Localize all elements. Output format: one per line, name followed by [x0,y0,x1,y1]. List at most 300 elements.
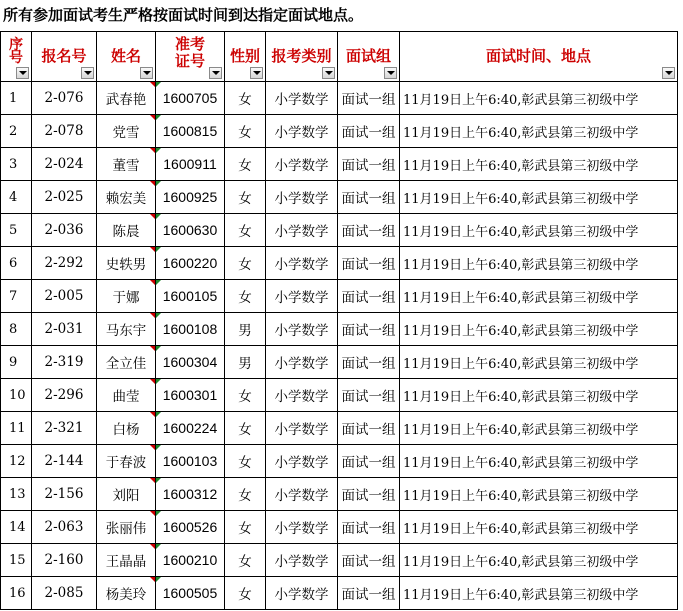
cell-reg[interactable] [32,412,97,445]
header-no [1,32,32,82]
cell-ticket-id[interactable] [156,115,225,148]
cell-reg[interactable] [32,247,97,280]
cell-group-text: 面试一组 [341,257,396,273]
cell-group[interactable] [338,181,400,214]
cell-name[interactable] [97,214,156,247]
comment-indicator-icon [150,346,155,351]
cell-group-text: 面试一组 [341,554,396,570]
cell-name[interactable] [97,247,156,280]
cell-group-text: 面试一组 [341,224,396,240]
cell-name-text: 曲莹 [112,389,140,405]
cell-group[interactable] [338,577,400,610]
comment-indicator-icon [150,115,155,120]
cell-time[interactable] [400,511,678,544]
cell-gender[interactable] [225,115,266,148]
cell-gender-text: 女 [238,191,252,207]
cell-no[interactable] [1,82,32,115]
cell-name-text: 史轶男 [105,257,147,273]
cell-reg-text: 2-144 [44,453,84,469]
cell-time-text: 11月19日上午6:40,彰武县第三初级中学 [403,323,639,339]
cell-ticket-id[interactable] [156,214,225,247]
cell-name-text: 赖宏美 [105,191,147,207]
comment-indicator-icon [150,445,155,450]
table-row [1,577,678,610]
cell-ticket-id-text: 1600304 [162,354,218,370]
cell-category[interactable] [266,82,338,115]
cell-gender[interactable] [225,577,266,610]
cell-reg-text: 2-078 [44,123,84,139]
cell-group-text: 面试一组 [341,92,396,108]
header-ticket-line2: 证号 [174,51,205,70]
text-number-indicator-icon [156,412,161,417]
cell-group[interactable] [338,214,400,247]
cell-name[interactable] [97,346,156,379]
cell-no-text: 10 [9,387,26,403]
cell-reg[interactable] [32,346,97,379]
cell-gender-text: 女 [238,422,252,438]
comment-indicator-icon [150,247,155,252]
cell-ticket-id-text: 1600911 [163,156,217,172]
header-name-label: 姓名 [110,47,141,65]
cell-category[interactable] [266,544,338,577]
cell-ticket-id[interactable] [156,346,225,379]
cell-group-text: 面试一组 [341,422,396,438]
cell-ticket-id-text: 1600210 [162,552,218,568]
cell-name-text: 杨美玲 [105,587,147,603]
cell-reg[interactable] [32,577,97,610]
cell-ticket-id[interactable] [156,544,225,577]
cell-gender[interactable] [225,82,266,115]
cell-category-text: 小学数学 [274,158,329,174]
cell-no[interactable] [1,115,32,148]
header-ticket [156,32,225,82]
cell-no[interactable] [1,511,32,544]
cell-time-text: 11月19日上午6:40,彰武县第三初级中学 [403,191,639,207]
cell-ticket-id[interactable] [156,478,225,511]
cell-time-text: 11月19日上午6:40,彰武县第三初级中学 [403,422,639,438]
cell-time-text: 11月19日上午6:40,彰武县第三初级中学 [403,356,639,372]
cell-time[interactable] [400,478,678,511]
filter-dropdown-icon[interactable] [250,67,263,79]
cell-gender-text: 女 [238,257,252,273]
cell-reg[interactable] [32,82,97,115]
filter-dropdown-icon[interactable] [209,67,222,79]
cell-gender-text: 男 [238,323,252,339]
cell-time-text: 11月19日上午6:40,彰武县第三初级中学 [403,257,639,273]
cell-category-text: 小学数学 [274,455,329,471]
cell-no[interactable] [1,445,32,478]
cell-group-text: 面试一组 [341,323,396,339]
text-number-indicator-icon [156,247,161,252]
cell-time[interactable] [400,379,678,412]
cell-group[interactable] [338,379,400,412]
cell-gender[interactable] [225,148,266,181]
cell-ticket-id-text: 1600705 [162,90,218,106]
comment-indicator-icon [150,82,155,87]
cell-gender-text: 女 [238,389,252,405]
cell-category[interactable] [266,577,338,610]
cell-time-text: 11月19日上午6:40,彰武县第三初级中学 [403,455,639,471]
cell-reg-text: 2-156 [44,486,84,502]
cell-category[interactable] [266,445,338,478]
header-ticket-label [175,36,205,70]
header-group [338,32,400,82]
table-row [1,280,678,313]
cell-category[interactable] [266,280,338,313]
cell-name[interactable] [97,115,156,148]
cell-category[interactable] [266,511,338,544]
table-row [1,82,678,115]
cell-name-text: 刘阳 [112,488,140,504]
cell-group[interactable] [338,511,400,544]
cell-no-text: 9 [9,354,18,370]
table-row [1,115,678,148]
cell-reg[interactable] [32,181,97,214]
cell-reg[interactable] [32,379,97,412]
cell-name[interactable] [97,379,156,412]
cell-time-text: 11月19日上午6:40,彰武县第三初级中学 [403,587,639,603]
cell-category[interactable] [266,379,338,412]
cell-ticket-id[interactable] [156,412,225,445]
cell-ticket-id[interactable] [156,379,225,412]
cell-group[interactable] [338,247,400,280]
cell-category-text: 小学数学 [274,224,329,240]
cell-category-text: 小学数学 [274,488,329,504]
cell-gender-text: 女 [238,92,252,108]
header-no-label: 序号 [9,37,23,66]
cell-no-text: 14 [9,519,26,535]
cell-gender-text: 女 [238,455,252,471]
cell-time[interactable] [400,577,678,610]
cell-time-text: 11月19日上午6:40,彰武县第三初级中学 [403,389,639,405]
cell-no[interactable] [1,379,32,412]
cell-time[interactable] [400,313,678,346]
comment-indicator-icon [150,214,155,219]
cell-name-text: 董雪 [112,158,140,174]
cell-ticket-id[interactable] [156,148,225,181]
table-row [1,346,678,379]
cell-reg[interactable] [32,445,97,478]
cell-name[interactable] [97,181,156,214]
cell-reg[interactable] [32,544,97,577]
text-number-indicator-icon [156,148,161,153]
comment-indicator-icon [150,379,155,384]
cell-name[interactable] [97,412,156,445]
cell-gender[interactable] [225,379,266,412]
cell-gender[interactable] [225,346,266,379]
cell-gender[interactable] [225,280,266,313]
cell-reg-text: 2-321 [44,420,84,436]
cell-no-text: 11 [9,420,26,436]
cell-no[interactable] [1,577,32,610]
cell-group[interactable] [338,280,400,313]
cell-ticket-id[interactable] [156,445,225,478]
cell-no[interactable] [1,181,32,214]
cell-time[interactable] [400,346,678,379]
cell-gender[interactable] [225,412,266,445]
cell-gender[interactable] [225,511,266,544]
cell-ticket-id-text: 1600505 [162,585,218,601]
cell-no-text: 12 [9,453,26,469]
filter-dropdown-icon[interactable] [81,67,94,79]
cell-time-text: 11月19日上午6:40,彰武县第三初级中学 [403,125,639,141]
cell-no[interactable] [1,346,32,379]
comment-indicator-icon [150,577,155,582]
cell-time[interactable] [400,115,678,148]
cell-reg-text: 2-036 [44,222,84,238]
cell-name-text: 于春波 [105,455,147,471]
header-time-label: 面试时间、地点 [485,47,591,65]
cell-category-text: 小学数学 [274,323,329,339]
cell-gender-text: 女 [238,521,252,537]
cell-ticket-id-text: 1600526 [162,519,218,535]
cell-no[interactable] [1,280,32,313]
cell-category[interactable] [266,148,338,181]
cell-name[interactable] [97,511,156,544]
cell-ticket-id[interactable] [156,511,225,544]
cell-reg[interactable] [32,511,97,544]
cell-gender-text: 女 [238,290,252,306]
cell-ticket-id-text: 1600630 [162,222,218,238]
cell-category[interactable] [266,478,338,511]
cell-no-text: 13 [9,486,26,502]
cell-category-text: 小学数学 [274,521,329,537]
cell-gender[interactable] [225,247,266,280]
text-number-indicator-icon [156,214,161,219]
header-name [97,32,156,82]
cell-time-text: 11月19日上午6:40,彰武县第三初级中学 [403,158,639,174]
cell-time-text: 11月19日上午6:40,彰武县第三初级中学 [403,554,639,570]
table-row [1,148,678,181]
cell-no[interactable] [1,478,32,511]
cell-reg-text: 2-296 [44,387,84,403]
cell-gender[interactable] [225,544,266,577]
comment-indicator-icon [150,412,155,417]
cell-category-text: 小学数学 [274,554,329,570]
cell-category-text: 小学数学 [274,125,329,141]
comment-indicator-icon [150,280,155,285]
filter-dropdown-icon[interactable] [384,67,397,79]
cell-ticket-id-text: 1600312 [162,486,218,502]
cell-group[interactable] [338,313,400,346]
cell-reg-text: 2-005 [44,288,84,304]
table-row [1,544,678,577]
table-row [1,214,678,247]
header-gender-label: 性别 [229,47,260,65]
cell-name[interactable] [97,313,156,346]
cell-reg[interactable] [32,313,97,346]
cell-reg[interactable] [32,148,97,181]
cell-time-text: 11月19日上午6:40,彰武县第三初级中学 [403,92,639,108]
cell-category[interactable] [266,247,338,280]
text-number-indicator-icon [156,280,161,285]
cell-category[interactable] [266,412,338,445]
cell-no[interactable] [1,544,32,577]
header-time [400,32,678,82]
cell-group-text: 面试一组 [341,125,396,141]
comment-indicator-icon [150,181,155,186]
cell-group-text: 面试一组 [341,158,396,174]
cell-time[interactable] [400,148,678,181]
cell-reg-text: 2-160 [44,552,84,568]
cell-category[interactable] [266,313,338,346]
cell-name[interactable] [97,577,156,610]
cell-ticket-id-text: 1600301 [162,387,218,403]
cell-gender[interactable] [225,181,266,214]
cell-no[interactable] [1,148,32,181]
comment-indicator-icon [150,313,155,318]
cell-no[interactable] [1,313,32,346]
cell-ticket-id-text: 1600815 [162,123,218,139]
cell-ticket-id-text: 1600105 [162,288,218,304]
text-number-indicator-icon [156,379,161,384]
cell-no[interactable] [1,247,32,280]
table-row [1,445,678,478]
cell-group[interactable] [338,148,400,181]
cell-reg[interactable] [32,214,97,247]
cell-gender[interactable] [225,478,266,511]
cell-name[interactable] [97,148,156,181]
cell-name[interactable] [97,478,156,511]
table-row [1,478,678,511]
cell-time[interactable] [400,445,678,478]
cell-ticket-id-text: 1600224 [162,420,218,436]
cell-group[interactable] [338,346,400,379]
cell-group-text: 面试一组 [341,290,396,306]
table-row [1,181,678,214]
text-number-indicator-icon [156,511,161,516]
cell-no-text: 4 [9,189,18,205]
cell-no-text: 8 [9,321,18,337]
cell-reg[interactable] [32,478,97,511]
cell-group-text: 面试一组 [341,488,396,504]
cell-no-text: 7 [9,288,18,304]
cell-category[interactable] [266,115,338,148]
cell-no-text: 15 [9,552,26,568]
cell-reg-text: 2-319 [44,354,84,370]
cell-no[interactable] [1,412,32,445]
cell-time[interactable] [400,214,678,247]
cell-time[interactable] [400,412,678,445]
comment-indicator-icon [150,544,155,549]
cell-ticket-id[interactable] [156,313,225,346]
cell-gender[interactable] [225,214,266,247]
cell-name[interactable] [97,445,156,478]
cell-reg[interactable] [32,280,97,313]
cell-category-text: 小学数学 [274,389,329,405]
cell-time[interactable] [400,82,678,115]
cell-group-text: 面试一组 [341,455,396,471]
cell-no-text: 1 [9,90,18,106]
header-row [1,32,678,82]
cell-group-text: 面试一组 [341,587,396,603]
cell-category[interactable] [266,214,338,247]
cell-name[interactable] [97,544,156,577]
cell-gender-text: 女 [238,224,252,240]
notice-text: 所有参加面试考生严格按面试时间到达指定面试地点。 [3,6,364,24]
cell-reg-text: 2-076 [44,90,84,106]
cell-ticket-id[interactable] [156,577,225,610]
cell-name[interactable] [97,280,156,313]
text-number-indicator-icon [156,577,161,582]
cell-group-text: 面试一组 [341,389,396,405]
cell-group-text: 面试一组 [341,191,396,207]
cell-category[interactable] [266,181,338,214]
cell-group[interactable] [338,82,400,115]
cell-category[interactable] [266,346,338,379]
filter-dropdown-icon[interactable] [140,67,153,79]
table-row [1,313,678,346]
cell-time[interactable] [400,280,678,313]
header-gender [225,32,266,82]
table-row [1,379,678,412]
cell-gender[interactable] [225,313,266,346]
text-number-indicator-icon [156,115,161,120]
cell-reg-text: 2-031 [44,321,84,337]
table-row [1,247,678,280]
filter-dropdown-icon[interactable] [322,67,335,79]
text-number-indicator-icon [156,445,161,450]
cell-name-text: 全立佳 [105,356,147,372]
cell-name-text: 马东宇 [105,323,147,339]
cell-time-text: 11月19日上午6:40,彰武县第三初级中学 [403,521,639,537]
cell-no-text: 16 [9,585,26,601]
cell-gender-text: 女 [238,158,252,174]
cell-ticket-id-text: 1600220 [162,255,218,271]
cell-reg-text: 2-063 [44,519,84,535]
header-category-label: 报考类别 [271,47,332,65]
cell-name-text: 张丽伟 [105,521,147,537]
cell-category-text: 小学数学 [274,587,329,603]
cell-reg-text: 2-024 [44,156,84,172]
filter-dropdown-icon[interactable] [16,67,29,79]
cell-reg-text: 2-025 [44,189,84,205]
header-reg [32,32,97,82]
cell-reg[interactable] [32,115,97,148]
cell-time[interactable] [400,544,678,577]
cell-no-text: 3 [9,156,18,172]
cell-category-text: 小学数学 [274,422,329,438]
cell-group[interactable] [338,478,400,511]
cell-time[interactable] [400,181,678,214]
cell-ticket-id[interactable] [156,82,225,115]
header-reg-label: 报名号 [41,47,87,65]
cell-category-text: 小学数学 [274,356,329,372]
cell-time-text: 11月19日上午6:40,彰武县第三初级中学 [403,488,639,504]
cell-ticket-id[interactable] [156,280,225,313]
cell-name-text: 于娜 [112,290,140,306]
cell-no-text: 5 [9,222,18,238]
text-number-indicator-icon [156,313,161,318]
cell-group[interactable] [338,544,400,577]
cell-group[interactable] [338,445,400,478]
filter-dropdown-icon[interactable] [662,67,675,79]
cell-ticket-id[interactable] [156,247,225,280]
cell-group[interactable] [338,412,400,445]
cell-group-text: 面试一组 [341,521,396,537]
cell-time[interactable] [400,247,678,280]
cell-no[interactable] [1,214,32,247]
cell-name[interactable] [97,82,156,115]
cell-no-text: 6 [9,255,18,271]
cell-group[interactable] [338,115,400,148]
cell-reg-text: 2-085 [44,585,84,601]
cell-no-text: 2 [9,123,18,139]
cell-gender[interactable] [225,445,266,478]
cell-gender-text: 男 [238,356,252,372]
cell-category-text: 小学数学 [274,191,329,207]
cell-ticket-id[interactable] [156,181,225,214]
